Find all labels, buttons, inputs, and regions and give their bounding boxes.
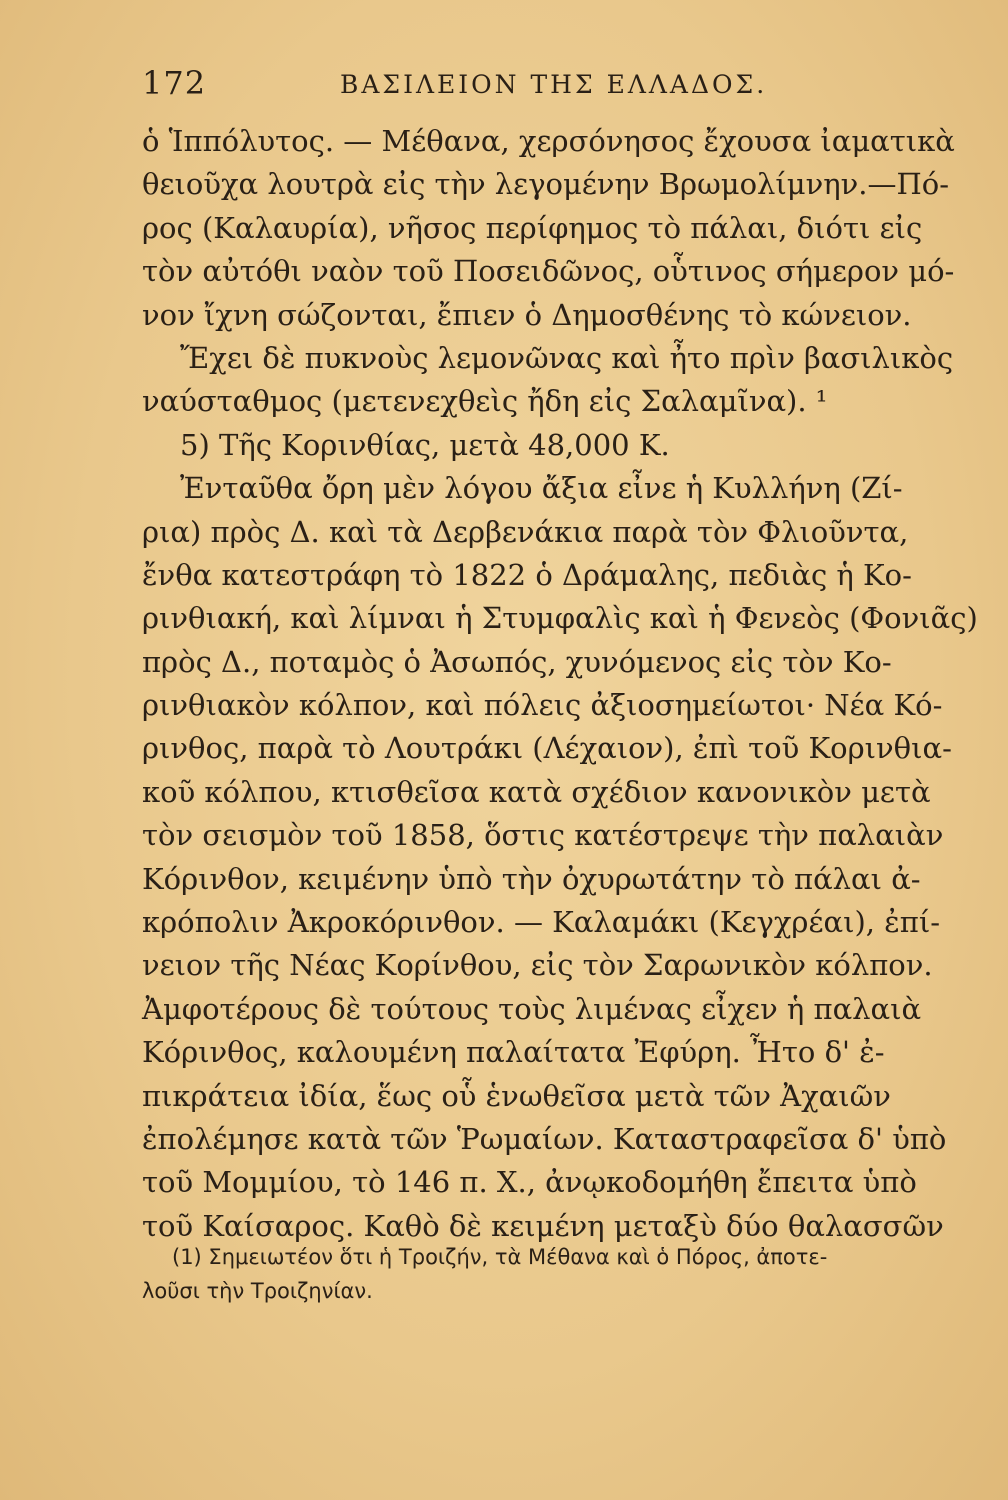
text-line: Κόρινθον, κειμένην ὑπὸ τὴν ὀχυρωτάτην τὸ πάλαι ἀ-: [142, 861, 921, 896]
text-line: Ἐνταῦθα ὄρη μὲν λόγου ἄξια εἶνε ἡ Κυλλήνη (Ζί-: [180, 471, 903, 506]
footnote-line: (1) Σημειωτέον ὅτι ἡ Τροιζήν, τὰ Μέθανα καὶ ὁ Πόρος, ἀποτε-: [172, 1245, 828, 1269]
text-line: πρὸς Δ., ποταμὸς ὁ Ἀσωπός, χυνόμενος εἰς τὸν Κο-: [142, 644, 892, 679]
running-title: ΒΑΣΙΛΕΙΟΝ ΤΗΣ ΕΛΛΑΔΟΣ.: [340, 70, 768, 99]
text-line: ρος (Καλαυρία), νῆσος περίφημος τὸ πάλαι, διότι εἰς: [142, 210, 923, 245]
text-line: τὸν αὐτόθι ναὸν τοῦ Ποσειδῶνος, οὗτινος σήμερον μό-: [142, 254, 955, 289]
text-line: τοῦ Καίσαρος. Καθὸ δὲ κειμένη μεταξὺ δύο θαλασσῶν: [142, 1208, 944, 1243]
text-line: ρια) πρὸς Δ. καὶ τὰ Δερβενάκια παρὰ τὸν Φλιοῦντα,: [142, 514, 909, 549]
section-heading: 5) Τῆς Κορινθίας, μετὰ 48,000 Κ.: [180, 427, 670, 462]
text-line: ναύσταθμος (μετενεχθεὶς ἤδη εἰς Σαλαμῖνα). ¹: [142, 384, 828, 419]
body-text: [142, 120, 978, 1248]
text-line: ρινθιακὸν κόλπον, καὶ πόλεις ἀξιοσημείωτοι· Νέα Κό-: [142, 688, 943, 723]
text-line: πικράτεια ἰδία, ἕως οὗ ἑνωθεῖσα μετὰ τῶν Ἀχαιῶν: [142, 1078, 891, 1113]
text-line: ὁ Ἱππόλυτος. — Μέθανα, χερσόνησος ἔχουσα ἰαματικὰ: [142, 124, 955, 158]
text-line: Ἀμφοτέρους δὲ τούτους τοὺς λιμένας εἶχεν ἡ παλαιὰ: [142, 991, 922, 1026]
text-line: τὸν σεισμὸν τοῦ 1858, ὅστις κατέστρεψε τὴν παλαιὰν: [142, 818, 944, 853]
text-line: θειοῦχα λουτρὰ εἰς τὴν λεγομένην Βρωμολίμνην.—Πό-: [142, 167, 950, 202]
text-line: ρινθος, παρὰ τὸ Λουτράκι (Λέχαιον), ἐπὶ τοῦ Κορινθια-: [142, 731, 952, 766]
text-line: ἐπολέμησε κατὰ τῶν Ῥωμαίων. Καταστραφεῖσα δ' ὑπὸ: [142, 1121, 947, 1156]
text-line: Κόρινθος, καλουμένη παλαίτατα Ἐφύρη. Ἦτο δ' ἐ-: [142, 1035, 885, 1070]
page-number: 172: [142, 64, 207, 102]
page-header: [142, 64, 890, 110]
text-line: τοῦ Μομμίου, τὸ 146 π. Χ., ἀνῳκοδομήθη ἔπειτα ὑπὸ: [142, 1165, 917, 1200]
footnotes: [142, 1240, 890, 1308]
text-line: Ἔχει δὲ πυκνοὺς λεμονῶνας καὶ ἦτο πρὶν βασιλικὸς: [180, 340, 954, 375]
text-line: κοῦ κόλπου, κτισθεῖσα κατὰ σχέδιον κανονικὸν μετὰ: [142, 774, 931, 809]
text-line: ἔνθα κατεστράφη τὸ 1822 ὁ Δράμαλης, πεδιὰς ἡ Κο-: [142, 557, 912, 592]
text-line: κρόπολιν Ἀκροκόρινθον. — Καλαμάκι (Κεγχρέαι), ἐπί-: [142, 905, 940, 940]
text-line: νον ἴχνη σώζονται, ἔπιεν ὁ Δημοσθένης τὸ κώνειον.: [142, 297, 912, 332]
footnote-line: λοῦσι τὴν Τροιζηνίαν.: [142, 1279, 373, 1303]
text-line: ρινθιακή, καὶ λίμναι ἡ Στυμφαλὶς καὶ ἡ Φενεὸς (Φονιᾶς): [142, 601, 978, 636]
text-line: νειον τῆς Νέας Κορίνθου, εἰς τὸν Σαρωνικὸν κόλπον.: [142, 948, 933, 983]
